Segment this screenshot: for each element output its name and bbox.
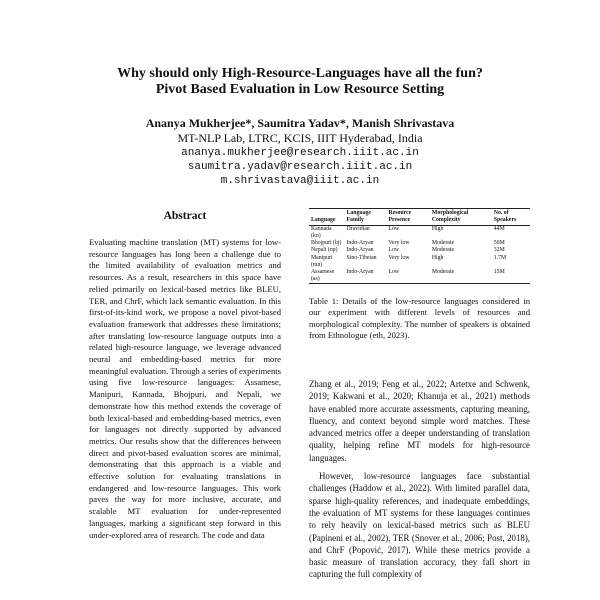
right-column — [309, 208, 530, 587]
abstract-text: Evaluating machine translation (MT) systems for low-resource languages has long been a challenge due to the limited availability of evaluation metrics and resources. As a result, researchers in this space have relied primarily on lexical-based metrics like BLEU, TER, and ChrF, which lack semantic evaluation. In this first-of-its-kind work, we propose a novel pivot-based evaluation framework that addresses these limitations; after translating low-resource language outputs into a related high-resource language, we leverage advanced neural and embedding-based metrics for more meaningful evaluation. Through a series of experiments using five low-resource languages: Assamese, Manipuri, Kannada, Bhojpuri, and Nepali, we demonstrate how this method extends the coverage of both lexical-based and embedding-based metrics, even for languages not directly supported by advanced metrics. Our results show that the differences between direct and pivot-based evaluation scores are minimal, demonstrating that this approach is a viable and effective solution for evaluating translations in endangered and low-resource languages. This work paves the way for more inclusive, accurate, and scalable MT evaluation for under-represented languages, marking a significant step forward in this under-explored area of research. The code and data — [89, 237, 281, 540]
body-paragraph-2: However, low-resource languages face substantial challenges (Haddow et al., 2022). With limited parallel data, sparse high-quality references, and inadequate embeddings, the evaluation of MT systems for these languages continues to rely heavily on lexical-based metrics such as BLEU (Papineni et al., 2002), TER (Snover et al., 2006; Post, 2018), and ChrF (Popović, 2017). While these metrics provide a basic measure of translation accuracy, they fall short in capturing the full complexity of — [309, 471, 530, 580]
table-cell: Indo-Aryan — [345, 269, 387, 284]
table-cell: 44M — [493, 225, 505, 232]
table-cell: Nepali (np) — [311, 247, 338, 254]
table-header-cell: Language Family — [345, 209, 387, 226]
table-row — [309, 225, 530, 240]
table-cell: Moderate — [431, 240, 455, 247]
table-cell: Very low — [388, 240, 410, 247]
table-cell: Moderate — [430, 269, 492, 284]
table-cell: High — [431, 225, 444, 232]
table-row — [309, 269, 530, 284]
table-cell: 1.7M — [493, 254, 507, 261]
author-email-3: m.shrivastava@iiit.ac.in — [220, 175, 380, 187]
body-paragraph-1: Zhang et al., 2019; Feng et al., 2022; Artetxe and Schwenk, 2019; Kakwani et al., 2020; Khanuja et al., 2021) methods have enabled more accurate assessments, capturing meaning, fluency, and context beyond simple word matches. These advanced metrics offer a deeper understanding of translation quality, helping refine MT models for high-resource languages. — [309, 378, 530, 463]
title-line-1: Why should only High-Resource-Languages have all the fun? — [117, 66, 483, 81]
table-cell: Kannada (kn) — [311, 225, 332, 239]
table-header-cell: Resource Presence — [386, 209, 429, 226]
table-header-cell: Language — [309, 209, 345, 226]
table-cell: Very low — [388, 254, 410, 261]
table-row — [309, 255, 530, 269]
left-column — [89, 210, 281, 541]
table-header-cell: Morphological Complexity — [430, 209, 492, 226]
table-cell: High — [431, 254, 444, 261]
table-cell: Dravidian — [346, 225, 370, 232]
table-cell: 50M — [493, 240, 505, 247]
table-cell: Indo-Aryan — [346, 240, 374, 247]
table-header-cell: No. of Speakers — [492, 209, 530, 226]
table-cell: Low — [386, 269, 429, 284]
table-cell: Bhojpuri (bj) — [311, 240, 342, 247]
table-row — [309, 240, 530, 247]
abstract-heading: Abstract — [163, 210, 207, 222]
table-header-row — [309, 209, 530, 226]
author-email-2: saumitra.yadav@research.iiit.ac.in — [187, 161, 413, 173]
table-cell: Manipuri (mn) — [311, 254, 333, 268]
table-cell: Moderate — [431, 247, 455, 254]
table-row — [309, 247, 530, 254]
language-table — [309, 208, 530, 284]
paper-title — [60, 66, 540, 98]
author-list: Ananya Mukherjee*, Saumitra Yadav*, Manish Shrivastava — [145, 116, 455, 130]
table-cell: Indo-Aryan — [346, 247, 374, 254]
table-cell: Low — [388, 247, 400, 254]
body-text — [309, 378, 530, 581]
title-line-2: Pivot Based Evaluation in Low Resource Setting — [155, 82, 445, 97]
author-email-1: ananya.mukherjee@research.iiit.ac.in — [181, 147, 419, 159]
affiliation: MT-NLP Lab, LTRC, KCIS, IIIT Hyderabad, India — [177, 131, 423, 145]
table-cell: Sino-Tibetan — [346, 254, 377, 261]
table-caption: Table 1: Details of the low-resource languages considered in our experiment with different levels of resources and morphological complexity. The number of speakers is obtained from Ethnologue (eth, 2023). — [309, 295, 530, 341]
table-cell: Low — [388, 225, 400, 232]
table-cell: 32M — [493, 247, 505, 254]
table-cell: 15M — [492, 269, 530, 284]
table-cell: Assamese (as) — [309, 269, 345, 284]
